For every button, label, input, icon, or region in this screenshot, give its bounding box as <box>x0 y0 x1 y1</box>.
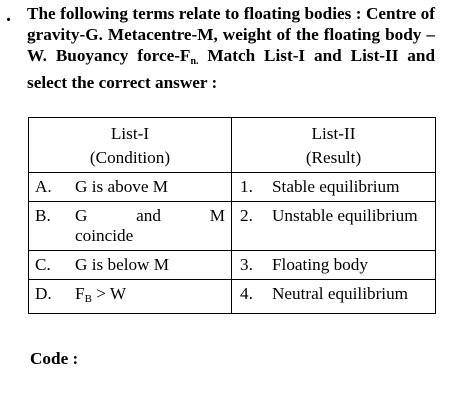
condition-text: G is below M <box>75 255 170 274</box>
list1-header <box>29 118 232 173</box>
question-instruction: Match List-I and List-II and select the correct answer : <box>27 46 436 92</box>
condition-letter: A. <box>35 177 52 196</box>
buoyancy-symbol: F <box>75 284 85 303</box>
result-number: 1. <box>240 177 253 196</box>
code-label: Code : <box>30 349 79 368</box>
list2-subtitle: (Result) <box>305 148 362 167</box>
table-row <box>29 280 436 314</box>
result-cell-3 <box>232 251 436 280</box>
condition-letter: B. <box>35 206 51 225</box>
result-text: Neutral equilibrium <box>272 284 409 303</box>
result-text: Unstable equilibrium <box>272 206 418 225</box>
table-row <box>29 202 436 251</box>
result-number: 3. <box>240 255 253 274</box>
condition-text: G is above M <box>75 177 169 196</box>
condition-cell-b <box>29 202 232 251</box>
condition-cell-c <box>29 251 232 280</box>
list1-title: List-I <box>110 124 150 143</box>
result-cell-2 <box>232 202 436 251</box>
condition-text <box>75 284 225 309</box>
result-text: Stable equilibrium <box>272 177 400 196</box>
condition-comparison: > W <box>91 284 127 303</box>
condition-letter: C. <box>35 255 51 274</box>
table-row <box>29 251 436 280</box>
list2-header <box>232 118 436 173</box>
table-row <box>29 173 436 202</box>
result-cell-1 <box>232 173 436 202</box>
condition-cell-d <box>29 280 232 314</box>
result-cell-4 <box>232 280 436 314</box>
result-text: Floating body <box>272 255 368 274</box>
question-stem: The following terms relate to floating bodies : Centre of gravity-G. Metacentre-M, weight of the floating body – W. Buoyancy force-F <box>27 4 435 65</box>
condition-letter: D. <box>35 284 52 303</box>
matching-table <box>28 117 436 314</box>
table-header-row <box>29 118 436 173</box>
condition-text-line2: coincide <box>75 226 134 245</box>
question-text <box>27 3 435 93</box>
result-number: 2. <box>240 206 253 225</box>
question-bullet: . <box>6 4 11 26</box>
list1-subtitle: (Condition) <box>89 148 171 167</box>
buoyancy-symbol-subscript: B <box>84 293 92 305</box>
buoyancy-subscript: n. <box>190 56 199 67</box>
result-number: 4. <box>240 284 253 303</box>
list2-title: List-II <box>311 124 356 143</box>
condition-text-line1: G and M <box>75 206 225 225</box>
condition-cell-a <box>29 173 232 202</box>
